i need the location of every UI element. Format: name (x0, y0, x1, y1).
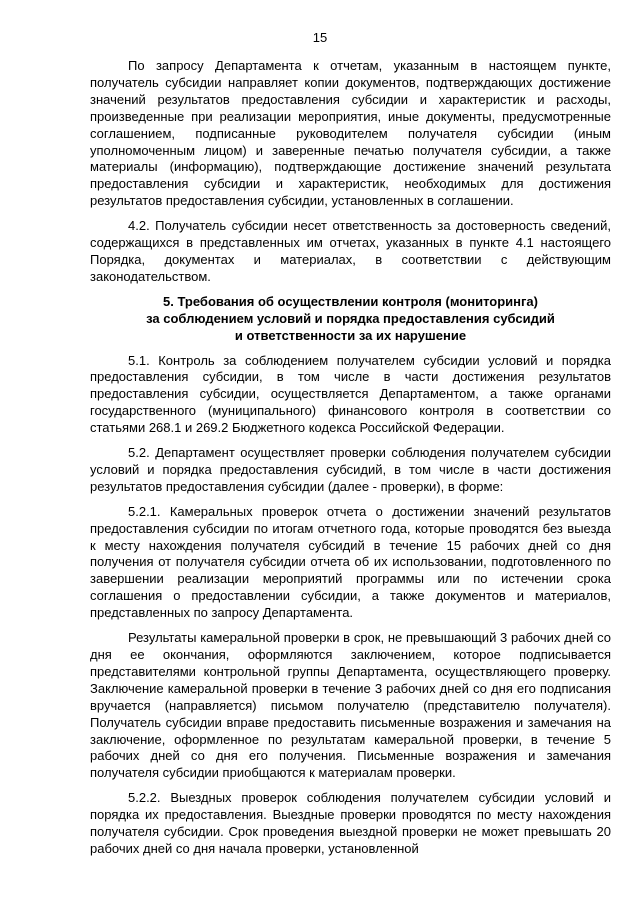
paragraph-report-request: По запросу Департамента к отчетам, указанным в настоящем пункте, получатель субсидии направляет копии документов, подтверждающих достижение значений результатов предоставления субсидии и характеристик и расходы, произведенные при реализации мероприятия, иные документы, предусмотренные соглашением, подписанные руководителем получателя субсидии (иным уполномоченным лицом) и заверенные печатью получателя субсидии, а также материалы (информацию), подтверждающие достижение значений результата предоставления субсидии и характеристик, необходимых для достижения результатов предоставления субсидии, установленных в соглашении. (90, 58, 611, 209)
page-number: 15 (312, 30, 328, 45)
section-heading-line: 5. Требования об осуществлении контроля (мониторинга) (163, 293, 538, 309)
paragraph-5-1: 5.1. Контроль за соблюдением получателем субсидии условий и порядка предоставления субсидии, в том числе в части достижения результатов предоставления субсидии, осуществляется Департаментом, а также органами государственного (муниципального) финансового контроля в соответствии со статьями 268.1 и 269.2 Бюджетного кодекса Российской Федерации. (90, 352, 611, 436)
paragraph-5-2-1: 5.2.1. Камеральных проверок отчета о достижении значений результатов предоставления субсидии по итогам отчетного года, которые проводятся без выезда к месту нахождения получателя субсидий в течение 15 рабочих дней со дня получения от получателя субсидии отчета об их использовании, подготовленного по завершении реализации мероприятий программы или по истечении срока соглашения о предоставлении субсидии, а также документов и материалов, представленных по запросу Департамента. (90, 503, 611, 621)
section-heading (90, 294, 611, 345)
paragraph-5-2-2: 5.2.2. Выездных проверок соблюдения получателем субсидии условий и порядка их предоставления. Выездные проверки проводятся по месту нахождения получателя субсидии. Срок проведения выездной проверки не может превышать 20 рабочих дней со дня начала проверки, установленной (90, 790, 611, 856)
document-body (90, 58, 611, 866)
paragraph-4-2: 4.2. Получатель субсидии несет ответственность за достоверность сведений, содержащихся в представленных им отчетах, указанных в пункте 4.1 настоящего Порядка, документах и материалах, в соответствии с действующим законодательством. (90, 218, 611, 284)
paragraph-5-2: 5.2. Департамент осуществляет проверки соблюдения получателем субсидии условий и порядка предоставления субсидий, в том числе в части достижения результатов предоставления субсидии (далее - проверки), в форме: (90, 445, 611, 494)
section-heading-line: и ответственности за их нарушение (234, 327, 467, 343)
paragraph-camera-results: Результаты камеральной проверки в срок, не превышающий 3 рабочих дней со дня ее окончания, оформляются заключением, которое подписывается представителями контрольной группы Департамента, осуществляющего проверку. Заключение камеральной проверки в течение 3 рабочих дней со дня его подписания вручается (направляется) письмом получателю (представителю получателя). Получатель субсидии вправе предоставить письменные возражения и замечания на заключение, оформленное по результатам камеральной проверки, в течение 5 рабочих дней со дня его получения. Письменные возражения и замечания получателя субсидии приобщаются к материалам проверки. (90, 630, 611, 781)
section-heading-line: за соблюдением условий и порядка предоставления субсидий (146, 310, 555, 326)
